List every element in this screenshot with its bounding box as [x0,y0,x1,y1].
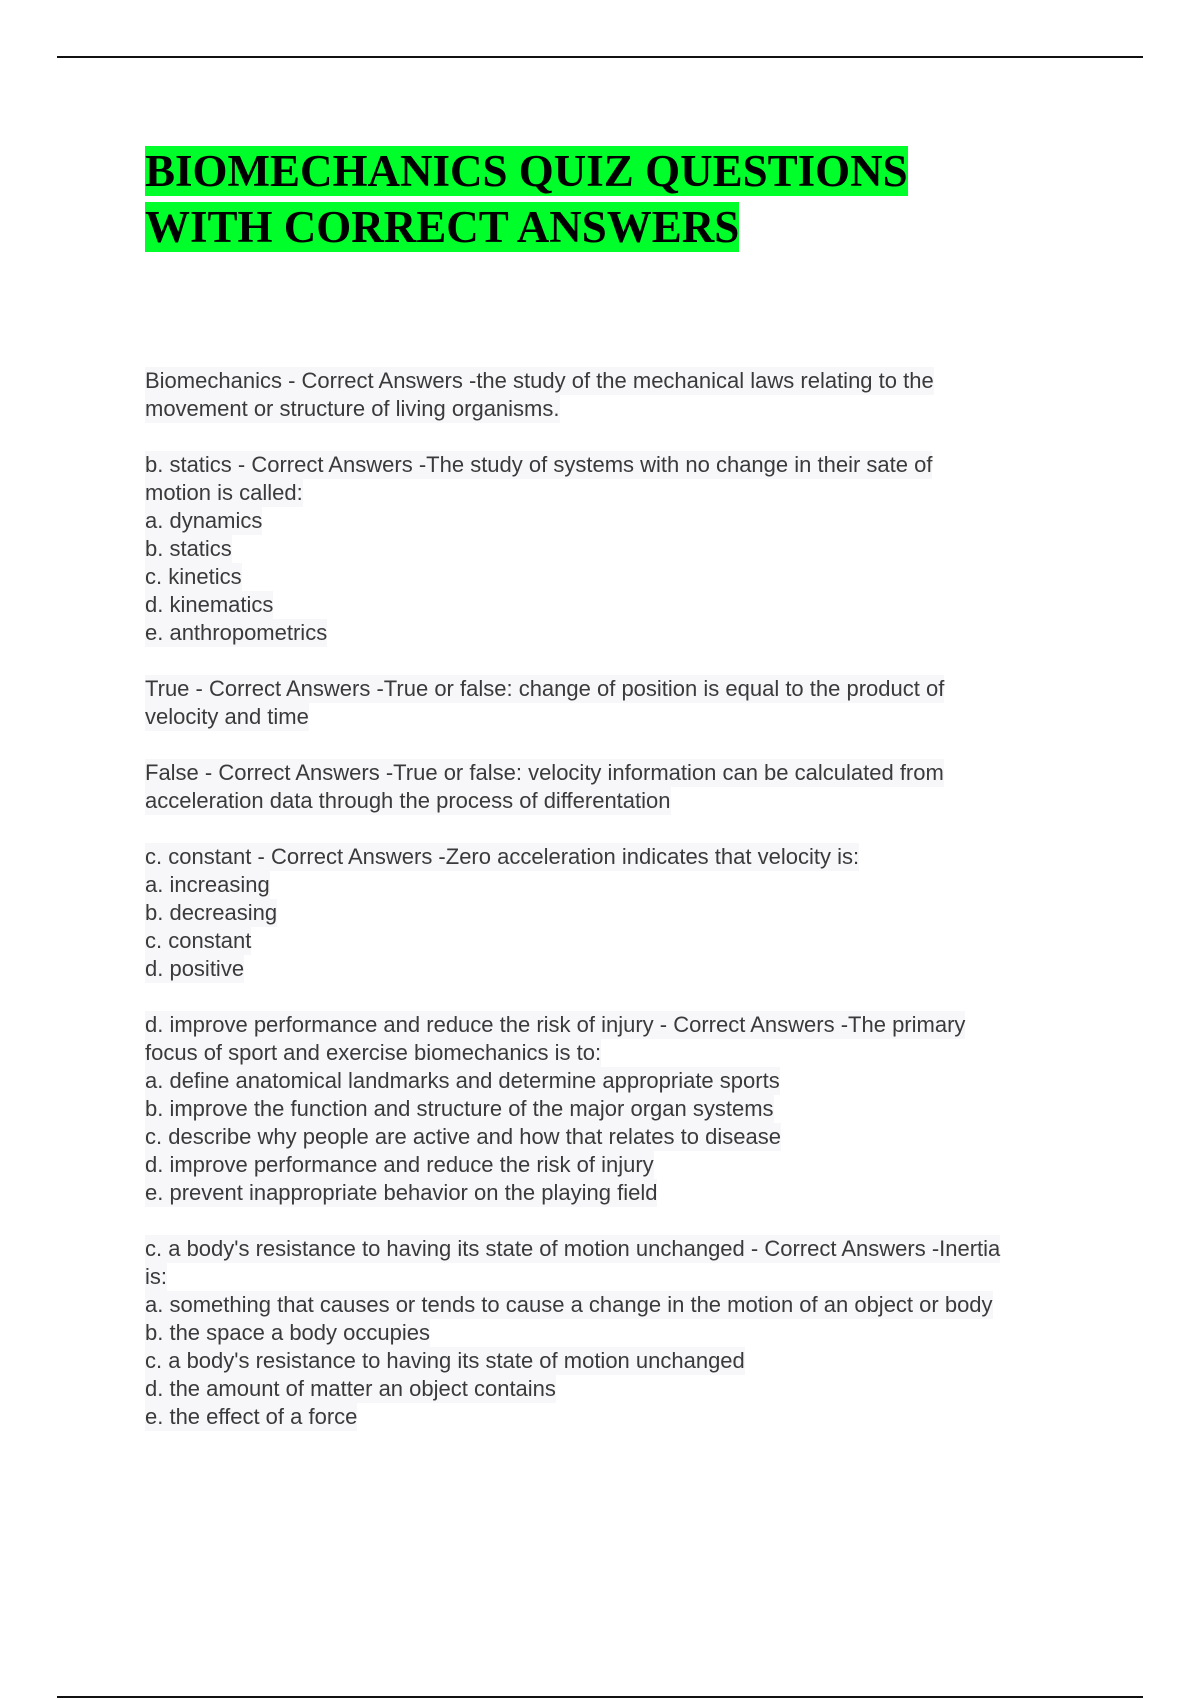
qa-line: a. define anatomical landmarks and determine appropriate sports [145,1068,780,1093]
bottom-rule [57,1696,1143,1698]
top-rule [57,56,1143,58]
qa-block [145,843,1095,983]
qa-block [145,1011,1095,1207]
qa-line: e. prevent inappropriate behavior on the playing field [145,1180,658,1205]
qa-line: a. increasing [145,872,270,897]
qa-line: b. decreasing [145,900,278,925]
qa-line: c. constant [145,928,252,953]
qa-line: c. describe why people are active and how that relates to disease [145,1124,781,1149]
qa-line: acceleration data through the process of differentation [145,788,671,813]
qa-line: False - Correct Answers -True or false: velocity information can be calculated from [145,760,944,785]
qa-line: b. statics - Correct Answers -The study of systems with no change in their sate of [145,452,933,477]
quiz-content [145,367,1095,1459]
qa-line: c. kinetics [145,564,242,589]
qa-line: e. the effect of a force [145,1404,358,1429]
qa-line: d. improve performance and reduce the risk of injury [145,1152,654,1177]
qa-line: movement or structure of living organisms. [145,396,560,421]
qa-block [145,367,1095,423]
qa-block [145,675,1095,731]
qa-line: a. dynamics [145,508,263,533]
title-line-1: BIOMECHANICS QUIZ QUESTIONS [145,146,908,196]
qa-line: d. kinematics [145,592,274,617]
qa-block [145,759,1095,815]
qa-line: True - Correct Answers -True or false: change of position is equal to the product of [145,676,945,701]
qa-line: b. statics [145,536,232,561]
qa-line: c. a body's resistance to having its state of motion unchanged [145,1348,745,1373]
qa-block [145,451,1095,647]
qa-line: a. something that causes or tends to cause a change in the motion of an object or body [145,1292,993,1317]
title-line-2: WITH CORRECT ANSWERS [145,202,740,252]
qa-line: is: [145,1264,167,1289]
qa-line: b. the space a body occupies [145,1320,430,1345]
qa-line: velocity and time [145,704,309,729]
page-title [145,143,1045,255]
qa-line: d. positive [145,956,245,981]
qa-line: c. constant - Correct Answers -Zero acceleration indicates that velocity is: [145,844,860,869]
qa-line: d. the amount of matter an object contains [145,1376,556,1401]
qa-line: b. improve the function and structure of the major organ systems [145,1096,774,1121]
qa-line: Biomechanics - Correct Answers -the study of the mechanical laws relating to the [145,368,934,393]
qa-line: e. anthropometrics [145,620,328,645]
qa-block [145,1235,1095,1431]
qa-line: c. a body's resistance to having its state of motion unchanged - Correct Answers -Inertia [145,1236,1001,1261]
qa-line: focus of sport and exercise biomechanics is to: [145,1040,602,1065]
qa-line: motion is called: [145,480,303,505]
qa-line: d. improve performance and reduce the risk of injury - Correct Answers -The primary [145,1012,966,1037]
